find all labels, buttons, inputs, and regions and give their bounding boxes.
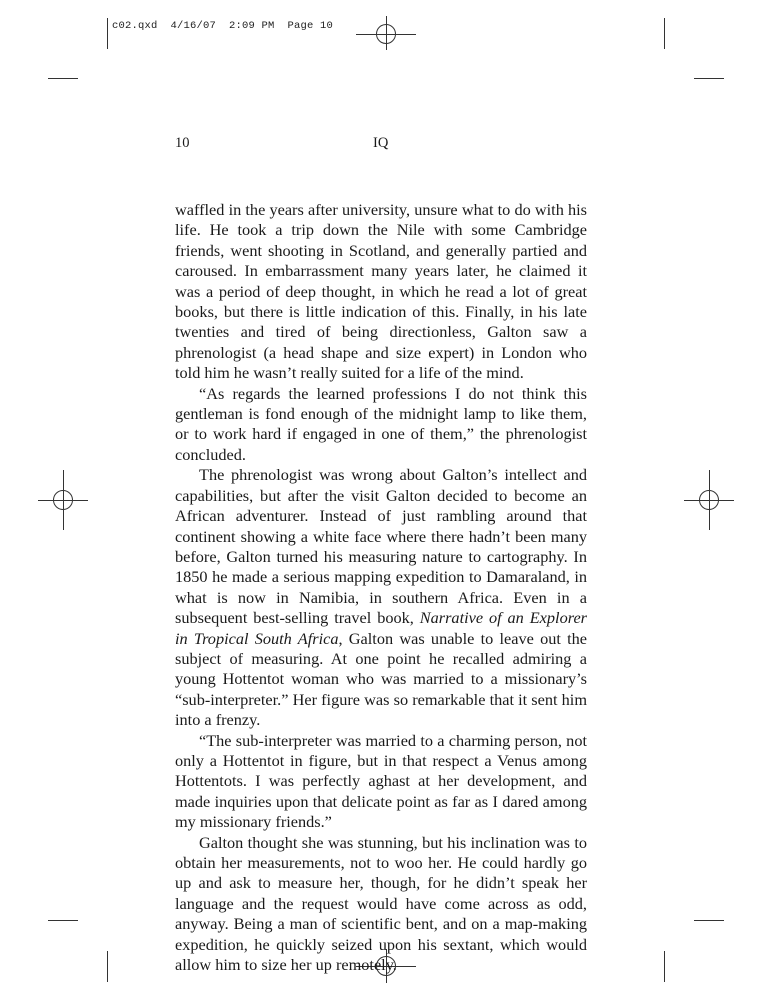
registration-mark-left-v xyxy=(63,470,64,530)
paragraph-text: The phrenologist was wrong about Galton’s intellect and capabilities, but after the visit Galton decided to become an African adventurer. Instead of just rambling around that continent showing a white face where there hadn’t been many before, Galton turned his measuring nature to cartography. In 1850 he made a serious mapping expedition to Damaraland, in what is now in Namibia, in southern Africa. Even in a subsequent best-selling travel book, xyxy=(175,465,587,628)
crop-mark-top-right-horizontal xyxy=(694,78,724,79)
paragraph-text: “The sub-interpreter was married to a charming person, not only a Hottentot in figure, but in that respect a Venus among Hottentots. I was perfectly aghast at her development, and made inquiries upon that delicate point as far as I dared among my missionary friends.” xyxy=(175,730,587,832)
crop-mark-top-left-vertical xyxy=(107,18,108,49)
crop-mark-bottom-right-vertical xyxy=(664,951,665,982)
running-head-title: IQ xyxy=(373,135,389,151)
crop-mark-bottom-left-horizontal xyxy=(48,920,78,921)
crop-mark-top-left-horizontal xyxy=(48,78,78,79)
paragraph-text: “As regards the learned professions I do not think this gentleman is fond enough of the midnight lamp to like them, or to work hard if engaged in one of them,” the phrenologist concluded. xyxy=(175,383,587,464)
paragraph xyxy=(175,731,587,833)
registration-mark-top-v xyxy=(386,16,387,50)
page-number: 10 xyxy=(175,135,190,151)
paragraph-text: , Galton was unable to leave out the subject of measuring. At one point he recalled admiring a young Hottentot woman who was married to a missionary’s “sub-interpreter.” Her figure was so remarkable that it sent him into a frenzy. xyxy=(175,628,588,730)
crop-mark-bottom-left-vertical xyxy=(107,951,108,982)
slug-line: c02.qxd 4/16/07 2:09 PM Page 10 xyxy=(112,20,334,32)
body-text xyxy=(175,200,587,975)
book-title: Narrative of an Explorer in Tropical South Africa xyxy=(175,608,588,648)
paragraph xyxy=(175,384,587,466)
paragraph xyxy=(175,200,587,384)
paragraph-text: waffled in the years after university, unsure what to do with his life. He took a trip down the Nile with some Cambridge friends, went shooting in Scotland, and generally partied and caroused. In embarrassment many years later, he claimed it was a period of deep thought, in which he read a lot of great books, but there is little indication of this. Finally, in his late twenties and tired of being directionless, Galton saw a phrenologist (a head shape and size expert) in London who told him he wasn’t really suited for a life of the mind. xyxy=(175,200,587,383)
registration-mark-right-v xyxy=(709,470,710,530)
paragraph xyxy=(175,465,587,730)
running-head xyxy=(0,135,772,153)
crop-mark-bottom-right-horizontal xyxy=(694,920,724,921)
paragraph-text: Galton thought she was stunning, but his inclination was to obtain her measurements, not to woo her. He could hardly go up and ask to measure her, though, for he didn’t speak her language and the request would have come across as odd, anyway. Being a man of scientific bent, and on a map-making expedition, he quickly seized upon his sextant, which would allow him to size her up remotely. xyxy=(175,832,587,975)
paragraph xyxy=(175,833,587,976)
crop-mark-top-right-vertical xyxy=(664,18,665,49)
